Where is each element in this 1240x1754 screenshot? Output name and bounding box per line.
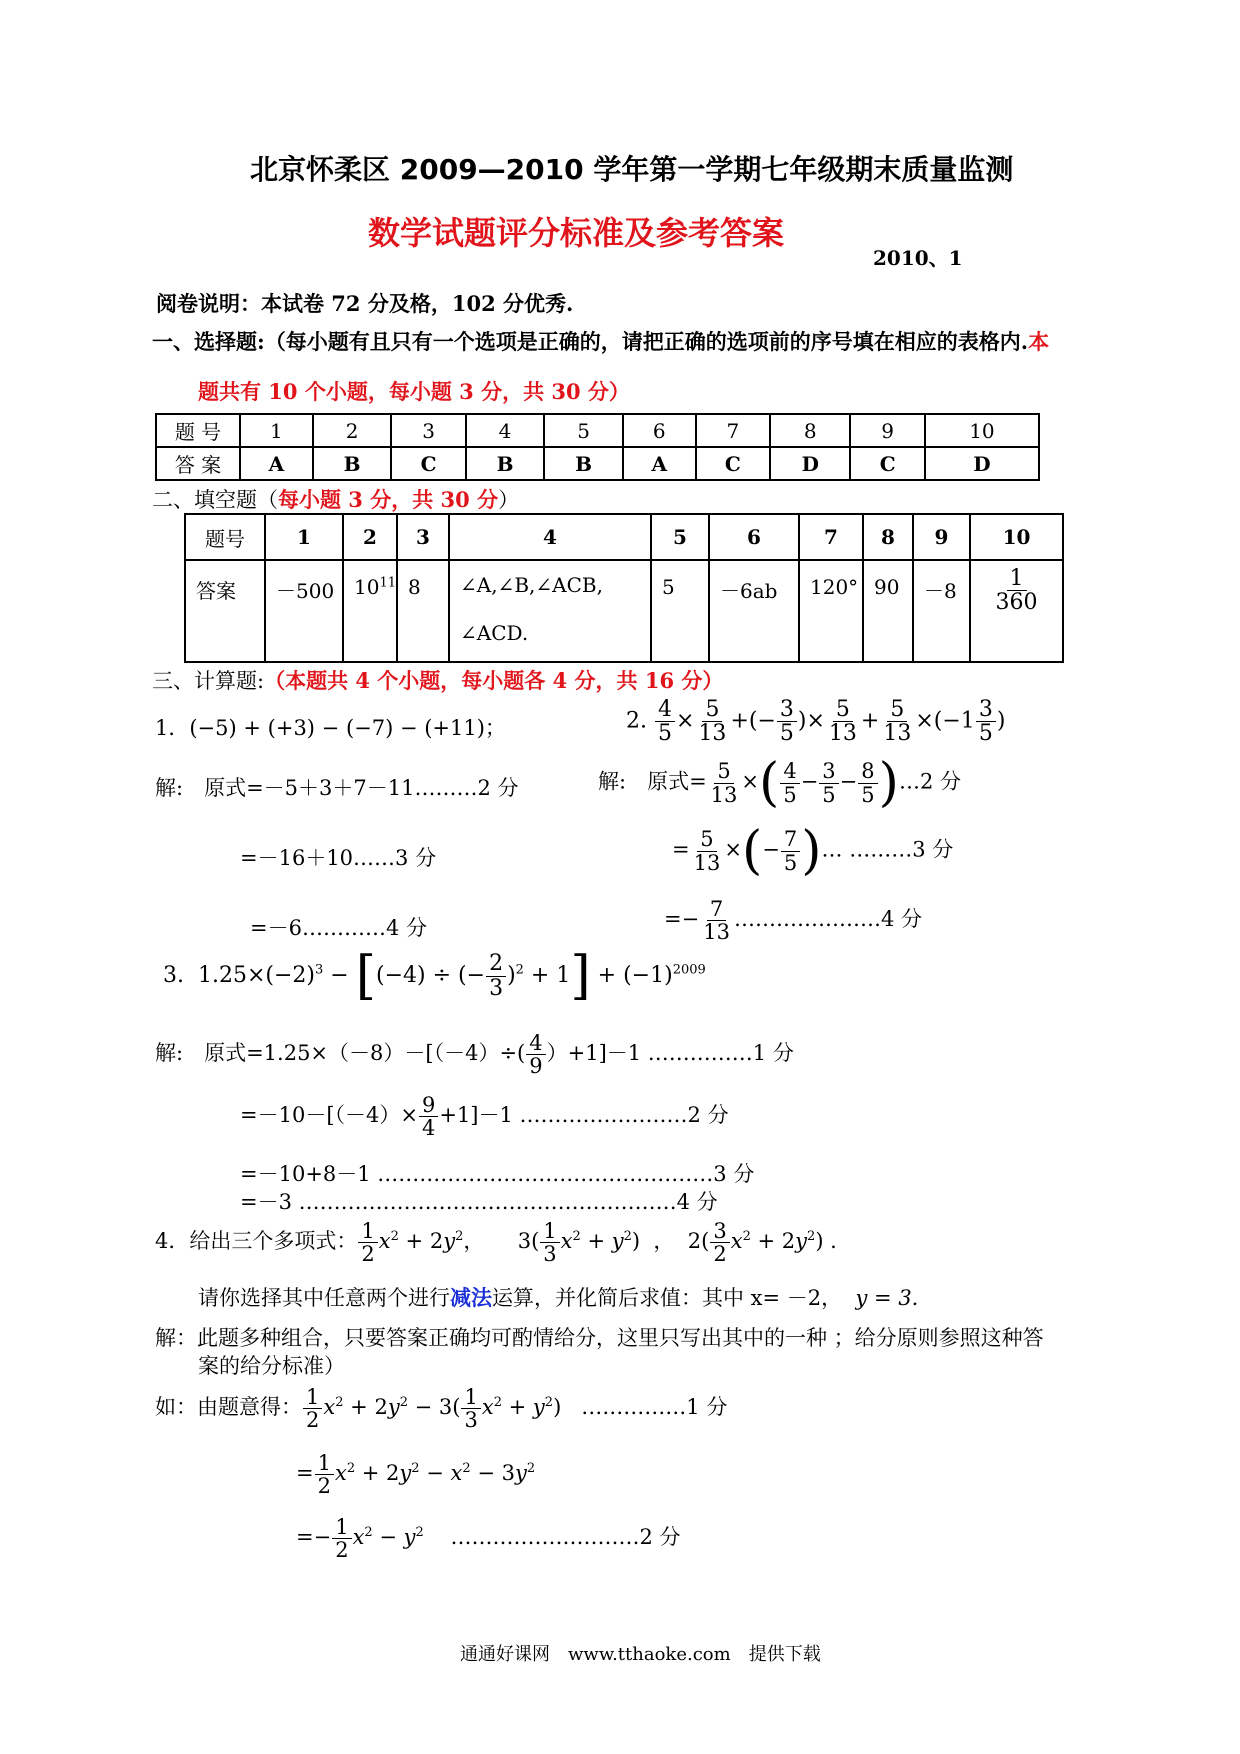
answer-cell (343, 560, 397, 662)
q4-instruction (198, 1282, 918, 1312)
grading-note: 阅卷说明：本试卷 72 分及格，102 分优秀. (156, 291, 574, 316)
q2-step1: 解: 原式= $\frac{5}{13}$ ×( $\frac{4}{5}$ − $\frac{3}{5}$ − $\frac{8}{5}$ )…2 分 (598, 753, 961, 813)
q4-label: 4．给出三个多项式： (155, 1229, 358, 1254)
q1-step2: =－16＋10……3 分 (240, 846, 437, 870)
row-label: 答案 (185, 560, 265, 662)
question-number: 1 (240, 414, 313, 447)
q2-solve-label: 解: 原式= (598, 769, 707, 794)
answer-cell (449, 560, 651, 662)
question-number: 7 (799, 514, 863, 560)
page-title: 北京怀柔区 2009—2010 学年第一学期七年级期末质量监测 (250, 153, 1014, 186)
answer-cell: B (313, 447, 392, 480)
q4-instruction-highlight: 减法 (450, 1285, 492, 1310)
question-number: 5 (544, 414, 623, 447)
q3-step1-b: ）+1]－1 ……………1 分 (546, 1041, 794, 1066)
q4-instruction-b: 运算，并化简后求值：其中 x= －2， (492, 1286, 843, 1310)
q3-step2-a: =－10－[（－4）× (240, 1103, 418, 1128)
row-label: 答 案 (156, 447, 240, 480)
q4-score2: ………………………2 分 (450, 1525, 681, 1550)
question-number: 8 (770, 414, 850, 447)
answer-cell: D (770, 447, 850, 480)
answer-cell: －6ab (709, 560, 799, 662)
section1-heading-text: 一、选择题:（每小题有且只有一个选项是正确的，请把正确的选项前的序号填在相应的表格内. (152, 329, 1029, 354)
q4-step1-label: 如：由题意得： (155, 1395, 302, 1420)
answer-line: ∠A,∠B,∠ACB, (460, 573, 603, 597)
section1-heading-line2: 题共有 10 个小题，每小题 3 分，共 30 分） (198, 379, 630, 404)
q2-score1: …2 分 (898, 769, 961, 794)
date: 2010、1 (873, 246, 963, 270)
question-number: 10 (970, 514, 1063, 560)
answer-cell: D (925, 447, 1039, 480)
answer-cell: C (391, 447, 465, 480)
q4-explanation-line1: 解：此题多种组合，只要答案正确均可酌情给分，这里只写出其中的一种 ；给分原则参照这种答 (155, 1326, 1044, 1350)
answer-cell: －8 (913, 560, 970, 662)
fill-blank-answer-table (184, 513, 1064, 663)
answer-cell: 5 (651, 560, 709, 662)
q3-step3: =－10+8－1 …………………………………………3 分 (240, 1162, 755, 1186)
q1-step3: =－6…………4 分 (250, 916, 427, 940)
answer-cell (970, 560, 1063, 662)
question-number: 3 (397, 514, 449, 560)
q2-score3: …………………4 分 (733, 907, 922, 932)
page-subtitle: 数学试题评分标准及参考答案 (368, 214, 785, 252)
answer-cell: A (623, 447, 696, 480)
q4-score1: ……………1 分 (581, 1395, 728, 1420)
question-number: 2 (343, 514, 397, 560)
denominator: 360 (995, 590, 1038, 616)
question-number: 9 (850, 414, 924, 447)
q4-instruction-y: y = 3. (855, 1286, 919, 1310)
answer-cell: A (240, 447, 313, 480)
section2-heading (152, 484, 519, 514)
q2-step3: =− $\frac{7}{13}$ …………………4 分 (664, 897, 922, 945)
question-number: 1 (265, 514, 343, 560)
table-row (156, 414, 1039, 447)
q3-problem: 3. $1.25\times(-2)^3 - [(-4)$ ÷ (− $\frac{2}{3}$ )$^2 + 1] + (-1)^{2009}$ (163, 946, 706, 1006)
section2-heading-end: ） (498, 488, 520, 512)
question-number: 4 (449, 514, 651, 560)
section1-heading-red: 本 (1028, 329, 1050, 354)
q2-score2: … ………3 分 (821, 837, 954, 862)
q3-step1-a: 解: 原式=1.25×（－8）－[（－4）÷( (155, 1041, 526, 1066)
section1-heading (152, 326, 1049, 356)
q1-problem: 1．(−5) + (+3) − (−7) − (+11)； (155, 716, 506, 740)
question-number: 9 (913, 514, 970, 560)
q3-step2: =－10－[（－4）× $\frac{9}{4}$ +1]－1 ……………………2 分 (240, 1093, 729, 1141)
q3-step1: 解: 原式=1.25×（－8）－[（－4）÷( $\frac{4}{9}$ ）+1]－1 ……………1 分 (155, 1031, 794, 1079)
q2-step2: = $\frac{5}{13}$ ×(− $\frac{7}{5}$ )… ………3 分 (672, 821, 954, 881)
section3-heading-text: 三、计算题: (152, 669, 265, 693)
q2-label: 2. (626, 708, 647, 734)
question-number: 6 (623, 414, 696, 447)
question-number: 10 (925, 414, 1039, 447)
question-number: 4 (466, 414, 545, 447)
q4-step3: =− $\frac{1}{2}$ $x^2 - y^2$ ………………………2 分 (296, 1515, 681, 1563)
q4-problem: 4．给出三个多项式： $\frac{1}{2}$ $x^2 + 2y^2$， 3( $\frac{1}{3}$ $x^2 + y^2$) ， 2( $\frac{3}{2}$ $x^2 + 2y^2$) . (155, 1219, 837, 1267)
q4-instruction-a: 请你选择其中任意两个进行 (198, 1286, 450, 1310)
answer-base: 10 (354, 575, 380, 599)
answer-cell: 8 (397, 560, 449, 662)
answer-exponent: 11 (379, 575, 396, 591)
row-label: 题 号 (156, 414, 240, 447)
question-number: 3 (391, 414, 465, 447)
question-number: 5 (651, 514, 709, 560)
table-row (185, 514, 1063, 560)
question-number: 7 (696, 414, 770, 447)
numerator: 1 (1007, 567, 1027, 591)
q3-step2-b: +1]－1 ……………………2 分 (439, 1103, 729, 1128)
row-label: 题号 (185, 514, 265, 560)
answer-cell: C (850, 447, 924, 480)
q2-problem: 2. $\frac{4}{5}$ × $\frac{5}{13}$ +(− $\frac{3}{5}$ )× $\frac{5}{13}$ + $\frac{5}{13}$ ×(−1 $\frac{3}{5}$ ) (626, 697, 1006, 747)
answer-cell: B (466, 447, 545, 480)
q4-explanation-line2: 案的给分标准） (198, 1354, 345, 1378)
section2-heading-red: 每小题 3 分，共 30 分 (278, 487, 499, 512)
choice-answer-table (155, 413, 1040, 481)
answer-cell: C (696, 447, 770, 480)
fraction (993, 567, 1041, 614)
q3-exponent: 2009 (672, 962, 706, 978)
q4-step1: 如：由题意得： $\frac{1}{2}$ $x^2 + 2y^2 - 3$( $\frac{1}{3}$ $x^2 + y^2$) ……………1 分 (155, 1385, 728, 1433)
answer-cell: 120° (799, 560, 863, 662)
question-number: 6 (709, 514, 799, 560)
q4-step2: = $\frac{1}{2}$ $x^2 + 2y^2 - x^2 - 3y^2$ (296, 1451, 536, 1499)
section3-heading (152, 665, 723, 695)
answer-cell: －500 (265, 560, 343, 662)
section2-heading-text: 二、填空题（ (152, 488, 278, 512)
q3-label: 3. (163, 963, 184, 988)
answer-cell: B (544, 447, 623, 480)
q3-step4: =－3 ………………………………………………4 分 (240, 1190, 718, 1214)
section3-heading-red: （本题共 4 个小题，每小题各 4 分，共 16 分） (264, 668, 724, 693)
answer-cell: 90 (863, 560, 913, 662)
question-number: 2 (313, 414, 392, 447)
q1-step1: 解: 原式=－5＋3＋7－11………2 分 (155, 776, 519, 800)
table-row (156, 447, 1039, 480)
question-number: 8 (863, 514, 913, 560)
footer-source: 通通好课网 www.tthaoke.com 提供下载 (460, 1644, 821, 1665)
answer-line: ∠ACD. (460, 621, 529, 645)
table-row (185, 560, 1063, 662)
